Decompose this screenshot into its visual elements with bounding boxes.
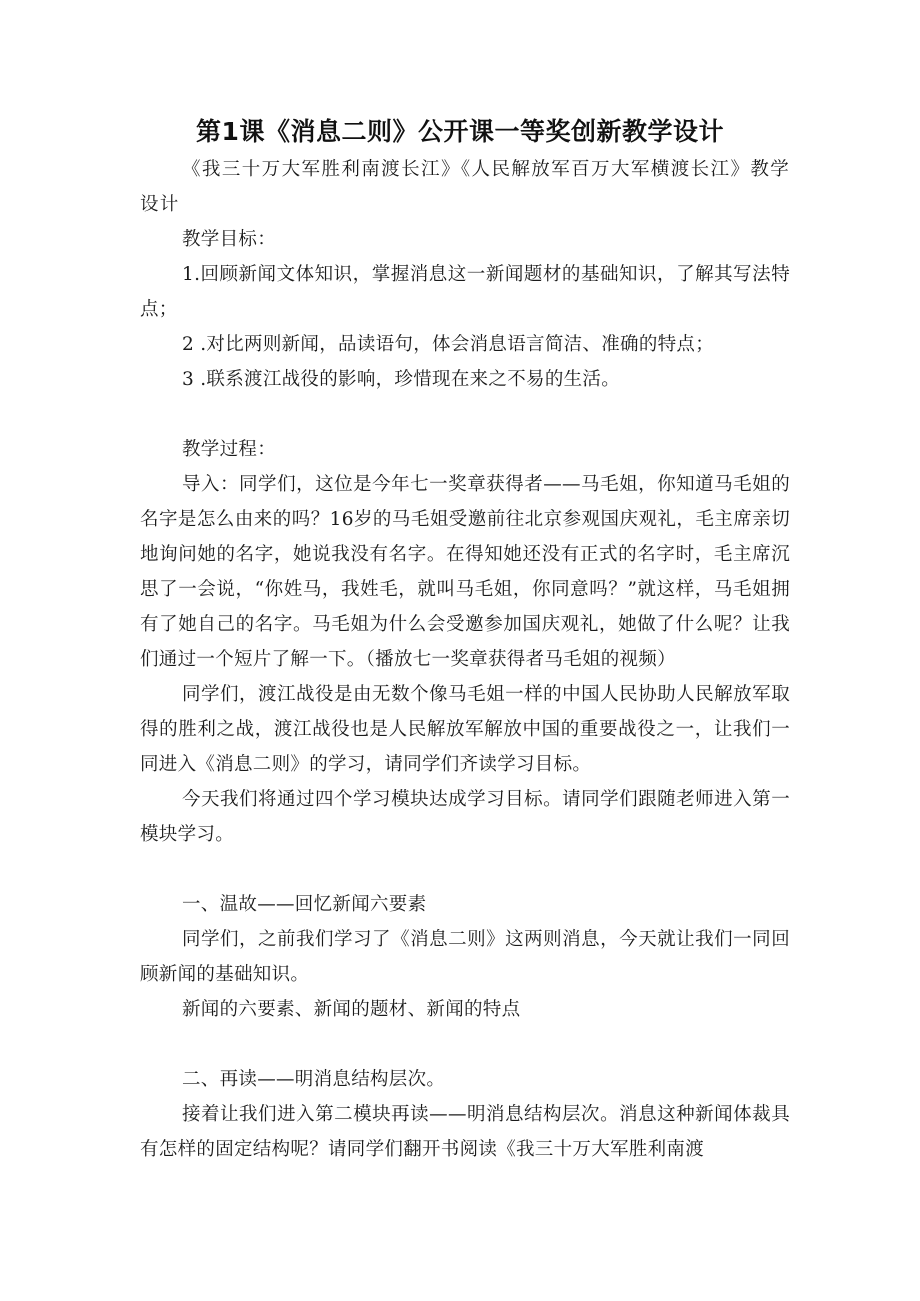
document-body (140, 152, 790, 1167)
paragraph: 同学们，之前我们学习了《消息二则》这两则消息，今天就让我们一同回顾新闻的基础知识。 (140, 929, 790, 985)
document-title: 第1课《消息二则》公开课一等奖创新教学设计 (196, 117, 724, 146)
process-heading: 教学过程： (182, 439, 277, 460)
subtitle: 《我三十万大军胜利南渡长江》《人民解放军百万大军横渡长江》教学设计 (140, 159, 790, 215)
objective-item: 2 .对比两则新闻，品读语句，体会消息语言简洁、准确的特点； (182, 334, 715, 355)
section-heading: 二、再读——明消息结构层次。 (182, 1069, 446, 1090)
objectives-heading: 教学目标： (182, 229, 277, 250)
spacer (140, 852, 790, 887)
spacer (140, 397, 790, 432)
paragraph: 接着让我们进入第二模块再读——明消息结构层次。消息这种新闻体裁具有怎样的固定结构呢？请同学们翻开书阅读《我三十万大军胜利南渡 (140, 1104, 790, 1160)
paragraph: 今天我们将通过四个学习模块达成学习目标。请同学们跟随老师进入第一模块学习。 (140, 789, 790, 845)
paragraph: 新闻的六要素、新闻的题材、新闻的特点 (182, 999, 521, 1020)
objective-item: 3 .联系渡江战役的影响，珍惜现在来之不易的生活。 (182, 369, 621, 390)
objective-item: 1.回顾新闻文体知识，掌握消息这一新闻题材的基础知识，了解其写法特点； (140, 264, 790, 320)
section-heading: 一、温故——回忆新闻六要素 (182, 894, 427, 915)
paragraph: 同学们，渡江战役是由无数个像马毛姐一样的中国人民协助人民解放军取得的胜利之战，渡江战役也是人民解放军解放中国的重要战役之一，让我们一同进入《消息二则》的学习，请同学们齐读学习目标。 (140, 684, 790, 775)
intro-paragraph: 导入：同学们，这位是今年七一奖章获得者——马毛姐，你知道马毛姐的名字是怎么由来的吗？16岁的马毛姐受邀前往北京参观国庆观礼，毛主席亲切地询问她的名字，她说我没有名字。在得知她还没有正式的名字时，毛主席沉思了一会说，“你姓马，我姓毛，就叫马毛姐，你同意吗？”就这样，马毛姐拥有了她自己的名字。马毛姐为什么会受邀参加国庆观礼，她做了什么呢？让我们通过一个短片了解一下。（播放七一奖章获得者马毛姐的视频） (140, 474, 790, 670)
spacer (140, 1027, 790, 1062)
